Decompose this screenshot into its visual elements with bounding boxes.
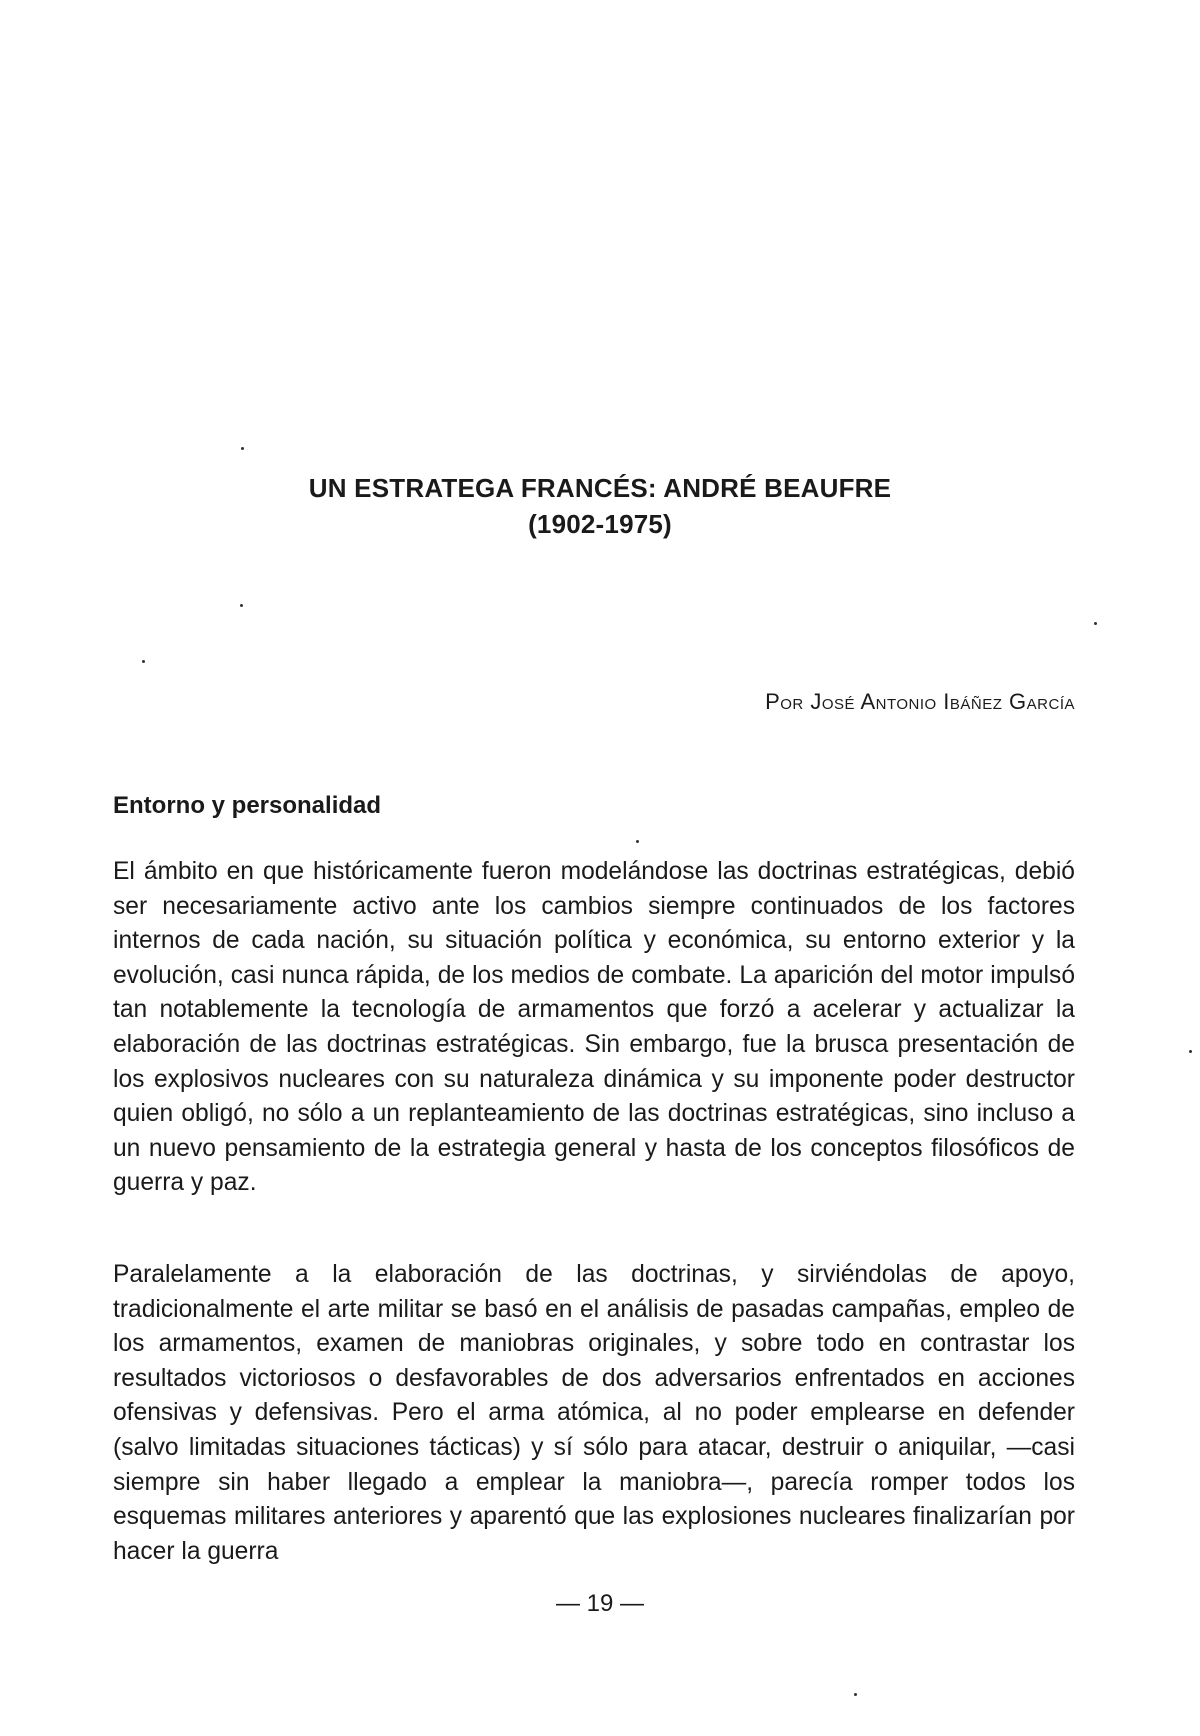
scan-speck [1189,1050,1192,1053]
scan-speck [142,660,145,663]
article-title [0,470,1200,542]
scan-speck [854,1693,857,1696]
scan-speck [636,840,639,843]
paragraph-1: El ámbito en que históricamente fueron modelándose las doctrinas estratégicas, debió ser necesariamente activo ante los cambios siempre continuados de los factores internos de cada nación, su situación política y económica, su entorno exterior y la evolución, casi nunca rápida, de los medios de combate. La aparición del motor impulsó tan notablemente la tecnología de armamentos que forzó a acelerar y actualizar la elaboración de las doctrinas estratégicas. Sin embargo, fue la brusca presentación de los explosivos nucleares con su naturaleza dinámica y su imponente poder destructor quien obligó, no sólo a un replanteamiento de las doctrinas estratégicas, sino incluso a un nuevo pensamiento de la estrategia general y hasta de los conceptos filosóficos de guerra y paz. [113,858,1075,1197]
title-line-2: (1902-1975) [528,509,672,539]
scan-speck [1094,622,1097,625]
section-heading: Entorno y personalidad [113,792,382,819]
page-number: — 19 — [555,1590,645,1617]
scan-speck [241,447,244,450]
title-line-1: UN ESTRATEGA FRANCÉS: ANDRÉ BEAUFRE [308,473,892,503]
author-byline: Por José Antonio Ibáñez García [765,689,1075,714]
paragraph-2: Paralelamente a la elaboración de las doctrinas, y sirviéndolas de apoyo, tradicionalmente el arte militar se basó en el análisis de pasadas campañas, empleo de los armamentos, examen de maniobras originales, y sobre todo en contrastar los resultados victoriosos o desfavorables de dos adversarios enfrentados en acciones ofensivas y defensivas. Pero el arma atómica, al no poder emplearse en defender (salvo limitadas situaciones tácticas) y sí sólo para atacar, destruir o aniquilar, —casi siempre sin haber llegado a emplear la maniobra—, parecía romper todos los esquemas militares anteriores y aparentó que las explosiones nucleares finalizarían por hacer la guerra [113,1261,1075,1565]
scan-speck [240,604,243,607]
